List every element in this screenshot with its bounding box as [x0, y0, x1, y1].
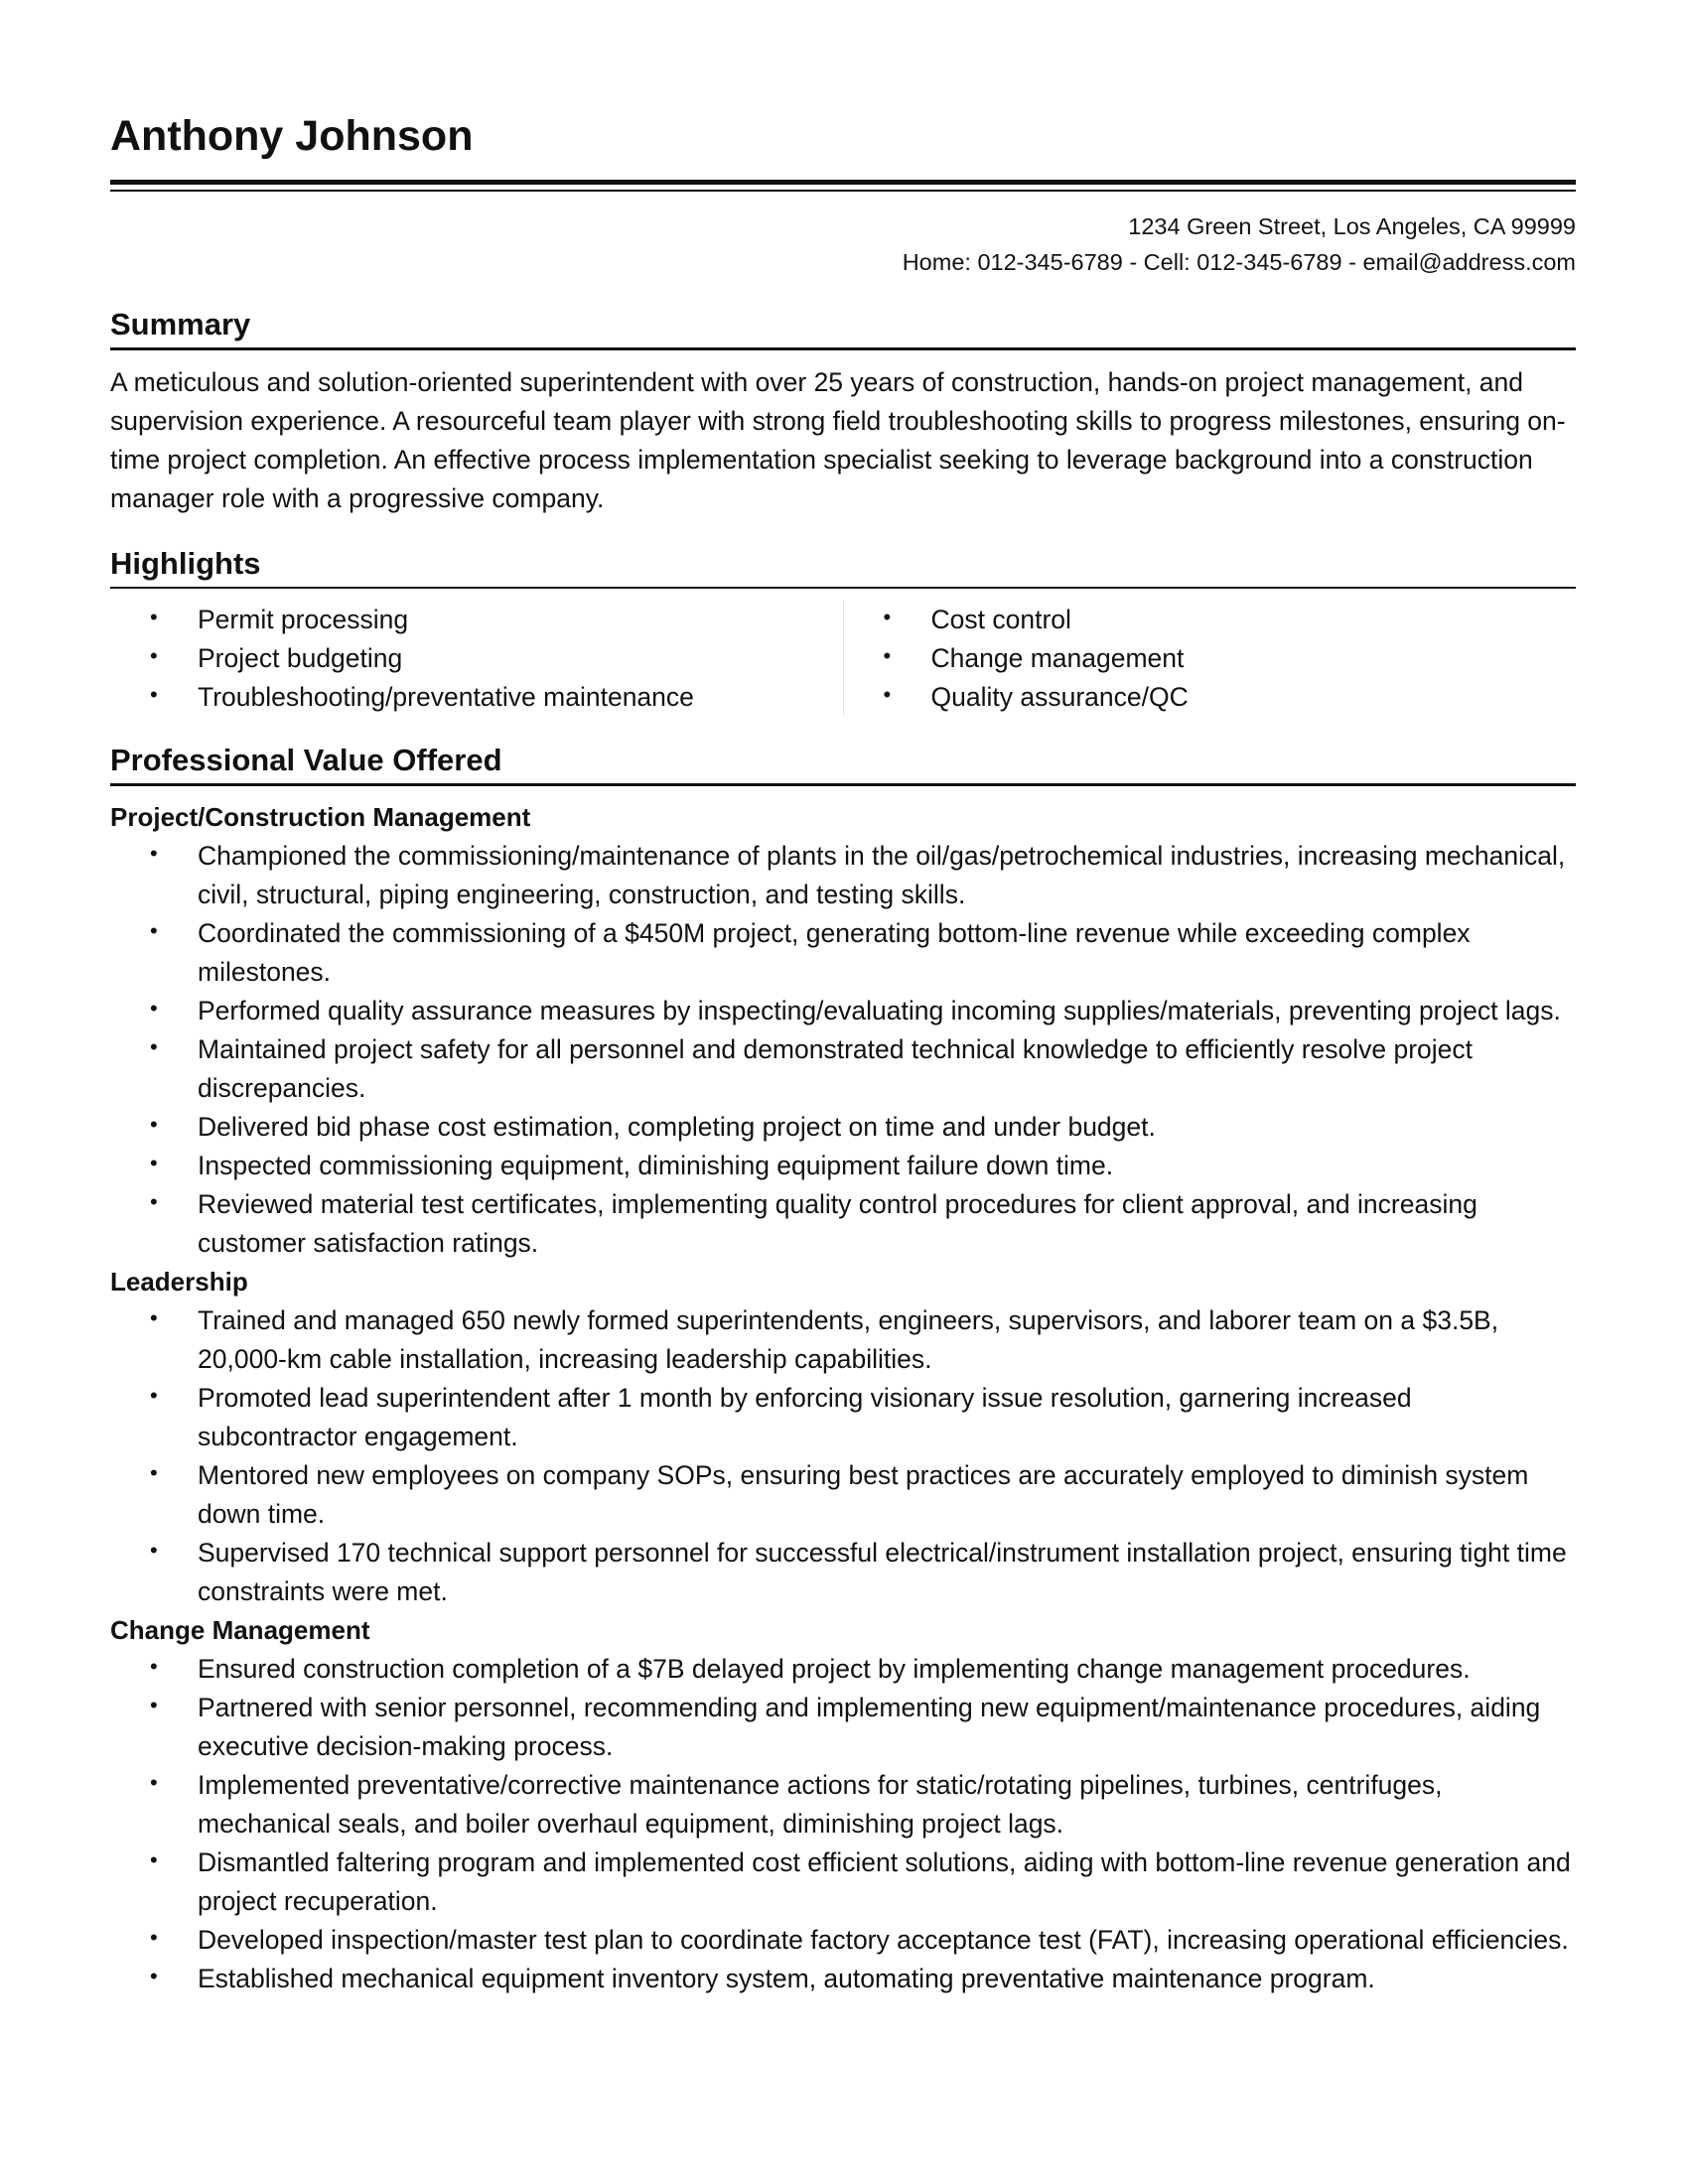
list-item-text: Developed inspection/master test plan to coordinate factory acceptance test (FAT), increasing operational efficiencies. — [198, 1924, 1569, 1955]
list-item-text: Coordinated the commissioning of a $450M project, generating bottom-line revenue while exceeding complex milestones. — [198, 917, 1471, 987]
list-item — [110, 1301, 1576, 1379]
list-item — [110, 1030, 1576, 1108]
bullet-list-change-management — [110, 1650, 1576, 1998]
list-item-text: Trained and managed 650 newly formed superintendents, engineers, supervisors, and laborer team on a $3.5B, 20,000-km cable installation, increasing leadership capabilities. — [198, 1304, 1499, 1374]
contact-address: 1234 Green Street, Los Angeles, CA 99999 — [1128, 213, 1576, 239]
bullet-list-project-management — [110, 837, 1576, 1263]
bullet-icon: • — [150, 1963, 158, 1988]
highlight-item — [110, 639, 843, 678]
header-rule-thick — [110, 180, 1576, 185]
bullet-icon: • — [150, 917, 158, 943]
summary-rule — [110, 347, 1576, 350]
summary-text: A meticulous and solution-oriented superintendent with over 25 years of construction, hands-on project management, and supervision experience. A resourceful team player with strong field troubleshooting skills to progress milestones, ensuring on-time project completion. An effective process implementation specialist seeking to leverage background into a construction manager role with a progressive company. — [110, 366, 1566, 513]
list-item — [110, 1843, 1576, 1921]
professional-value-rule — [110, 783, 1576, 786]
contact-phone-email: Home: 012-345-6789 - Cell: 012-345-6789 - email@address.com — [902, 249, 1576, 275]
list-item — [110, 837, 1576, 914]
bullet-icon: • — [150, 995, 158, 1021]
list-item-text: Mentored new employees on company SOPs, ensuring best practices are accurately employed to diminish system down time. — [198, 1459, 1529, 1529]
highlight-text: Cost control — [930, 605, 1071, 634]
list-item-text: Partnered with senior personnel, recommending and implementing new equipment/maintenance procedures, aiding executive decision-making process. — [198, 1692, 1541, 1761]
list-item-text: Promoted lead superintendent after 1 month by enforcing visionary issue resolution, garnering increased subcontractor engagement. — [198, 1382, 1412, 1451]
bullet-icon: • — [150, 1304, 158, 1330]
bullet-icon: • — [150, 1459, 158, 1485]
list-item-text: Inspected commissioning equipment, diminishing equipment failure down time. — [198, 1150, 1114, 1180]
bullet-icon: • — [883, 682, 892, 707]
list-item — [110, 1650, 1576, 1689]
subsection-heading-leadership: Leadership — [110, 1266, 248, 1297]
list-item — [110, 992, 1576, 1030]
list-item-text: Reviewed material test certificates, implementing quality control procedures for client approval, and increasing customer satisfaction ratings. — [198, 1188, 1477, 1258]
bullet-icon: • — [150, 840, 158, 866]
highlight-item — [110, 601, 843, 639]
bullet-list-leadership — [110, 1301, 1576, 1611]
resume-page — [110, 111, 1576, 1998]
bullet-icon: • — [150, 1924, 158, 1950]
list-item — [110, 1108, 1576, 1147]
bullet-icon: • — [150, 643, 158, 668]
highlight-text: Change management — [930, 643, 1185, 673]
highlight-item — [844, 678, 1577, 717]
list-item — [110, 1921, 1576, 1960]
list-item-text: Ensured construction completion of a $7B delayed project by implementing change management procedures. — [198, 1653, 1471, 1684]
bullet-icon: • — [150, 1150, 158, 1175]
highlight-text: Troubleshooting/preventative maintenance — [198, 682, 694, 712]
candidate-name: Anthony Johnson — [110, 112, 474, 160]
subsection-heading-project-management: Project/Construction Management — [110, 801, 531, 832]
list-item — [110, 1456, 1576, 1534]
bullet-icon: • — [150, 605, 158, 629]
bullet-icon: • — [150, 1846, 158, 1872]
bullet-icon: • — [150, 1382, 158, 1408]
highlights-rule — [110, 587, 1576, 590]
highlight-text: Project budgeting — [198, 643, 403, 673]
bullet-icon: • — [150, 1692, 158, 1717]
bullet-icon: • — [150, 1033, 158, 1059]
highlight-item — [844, 601, 1577, 639]
highlights-heading: Highlights — [110, 545, 261, 581]
list-item-text: Supervised 170 technical support personnel for successful electrical/instrument installation project, ensuring tight time constraints were met. — [198, 1537, 1567, 1606]
list-item-text: Championed the commissioning/maintenance of plants in the oil/gas/petrochemical industries, increasing mechanical, civil, structural, piping engineering, construction, and testing skills. — [198, 840, 1566, 909]
bullet-icon: • — [150, 1188, 158, 1214]
summary-heading: Summary — [110, 307, 251, 341]
bullet-icon: • — [150, 682, 158, 707]
bullet-icon: • — [150, 1537, 158, 1563]
subsection-heading-change-management: Change Management — [110, 1614, 370, 1645]
professional-value-heading: Professional Value Offered — [110, 743, 502, 777]
bullet-icon: • — [883, 605, 892, 629]
list-item-text: Performed quality assurance measures by inspecting/evaluating incoming supplies/materials, preventing project lags. — [198, 995, 1561, 1025]
bullet-icon: • — [150, 1769, 158, 1795]
list-item — [110, 1185, 1576, 1263]
bullet-icon: • — [883, 643, 892, 668]
list-item — [110, 1960, 1576, 1998]
list-item — [110, 1379, 1576, 1456]
highlight-item — [110, 678, 843, 717]
contact-block — [110, 208, 1576, 280]
list-item — [110, 1689, 1576, 1766]
list-item — [110, 1534, 1576, 1611]
list-item — [110, 914, 1576, 992]
list-item-text: Delivered bid phase cost estimation, completing project on time and under budget. — [198, 1111, 1156, 1142]
highlight-text: Permit processing — [198, 605, 409, 634]
list-item — [110, 1147, 1576, 1185]
highlights-list — [110, 601, 1576, 717]
highlight-text: Quality assurance/QC — [930, 682, 1189, 712]
bullet-icon: • — [150, 1653, 158, 1679]
highlights-column-right — [844, 601, 1577, 717]
list-item — [110, 1766, 1576, 1843]
highlights-column-left — [110, 601, 844, 717]
header-rule-thin — [110, 190, 1576, 192]
bullet-icon: • — [150, 1111, 158, 1137]
highlight-item — [844, 639, 1577, 678]
list-item-text: Implemented preventative/corrective maintenance actions for static/rotating pipelines, turbines, centrifuges, mechanical seals, and boiler overhaul equipment, diminishing project lags. — [198, 1769, 1443, 1839]
list-item-text: Established mechanical equipment inventory system, automating preventative maintenance program. — [198, 1963, 1375, 1993]
list-item-text: Maintained project safety for all personnel and demonstrated technical knowledge to efficiently resolve project discrepancies. — [198, 1033, 1474, 1103]
list-item-text: Dismantled faltering program and implemented cost efficient solutions, aiding with bottom-line revenue generation and project recuperation. — [198, 1846, 1571, 1916]
